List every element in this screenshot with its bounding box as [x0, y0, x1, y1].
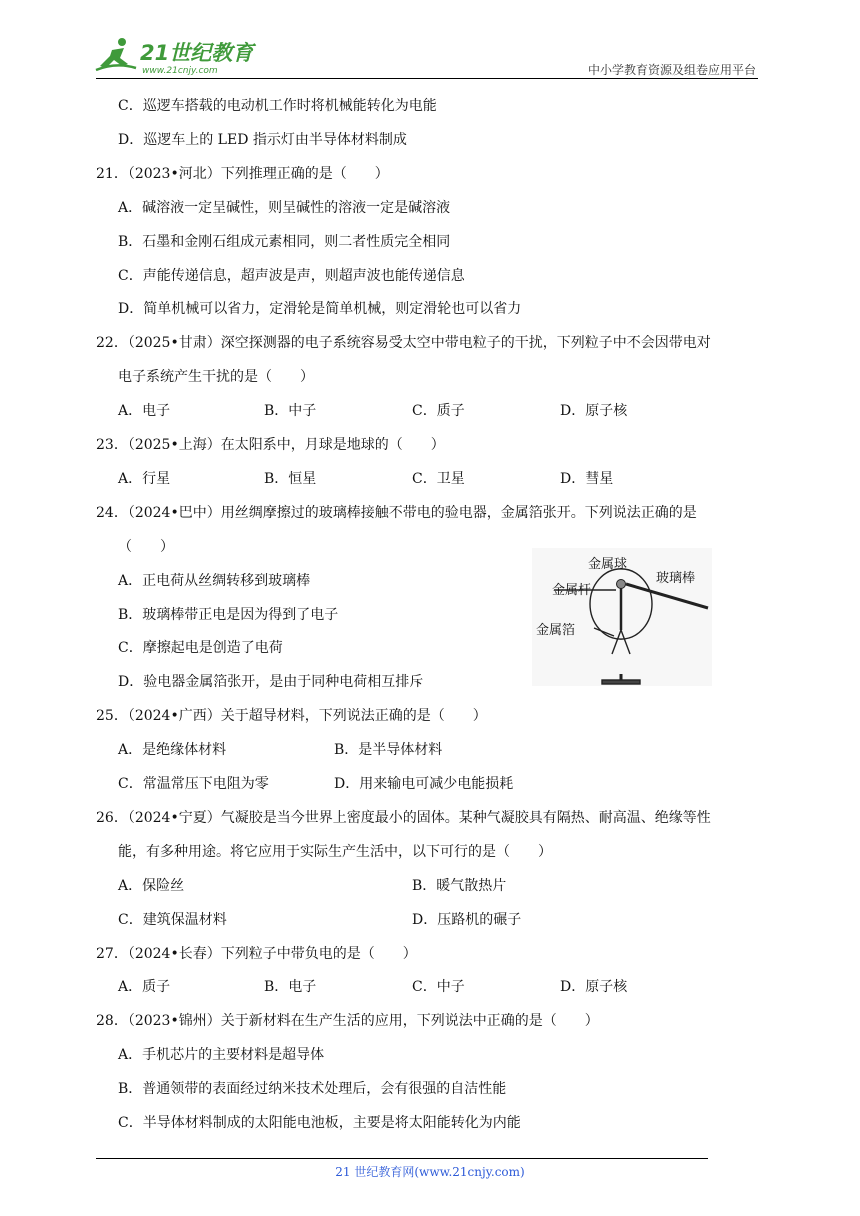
question-stem: 23．（2025•上海）在太阳系中，月球是地球的（ ）	[96, 437, 445, 453]
answer-option: B．恒星	[264, 471, 317, 487]
answer-option: 能，有多种用途。将它应用于实际生产生活中，以下可行的是（ ）	[118, 844, 552, 860]
electroscope-figure	[532, 548, 712, 686]
answer-option: A．质子	[118, 979, 171, 995]
answer-option: 电子系统产生干扰的是（ ）	[118, 369, 314, 385]
stand-base	[602, 680, 640, 684]
answer-option: B．普通领带的表面经过纳米技术处理后，会有很强的自洁性能	[118, 1081, 507, 1097]
answer-option: B．玻璃棒带正电是因为得到了电子	[118, 607, 339, 623]
answer-option: A．正电荷从丝绸转移到玻璃棒	[118, 573, 311, 589]
answer-option: C．摩擦起电是创造了电荷	[118, 640, 283, 656]
answer-option: A．手机芯片的主要材料是超导体	[118, 1047, 325, 1063]
answer-option: B．暖气散热片	[412, 878, 507, 894]
question-stem: 24．（2024•巴中）用丝绸摩擦过的玻璃棒接触不带电的验电器，金属箔张开。下列说法正确的是	[96, 505, 697, 521]
answer-option: D．简单机械可以省力，定滑轮是简单机械，则定滑轮也可以省力	[118, 301, 522, 317]
answer-option: B．中子	[264, 403, 317, 419]
footer-source: 21 世纪教育网(www.21cnjy.com)	[335, 1165, 525, 1179]
answer-option: D．压路机的碾子	[412, 912, 522, 928]
answer-option: C．卫星	[412, 471, 465, 487]
label-metal-foil: 金属箔	[536, 623, 576, 638]
answer-option: A．碱溶液一定呈碱性，则呈碱性的溶液一定是碱溶液	[118, 200, 451, 216]
label-metal-ball: 金属球	[588, 557, 628, 572]
answer-option: C．质子	[412, 403, 465, 419]
answer-option: C．常温常压下电阻为零	[118, 776, 269, 792]
logo-url: www.21cnjy.com	[142, 66, 218, 76]
footer-divider	[96, 1158, 708, 1159]
answer-option: C．中子	[412, 979, 465, 995]
answer-option: D．彗星	[560, 471, 614, 487]
logo-text: 21世纪教育	[140, 41, 254, 65]
answer-option: （ ）	[118, 539, 174, 555]
page-header	[0, 0, 860, 80]
answer-option: C．半导体材料制成的太阳能电池板，主要是将太阳能转化为内能	[118, 1115, 521, 1131]
answer-option: D．原子核	[560, 403, 628, 419]
answer-option: D．原子核	[560, 979, 628, 995]
question-stem: 21．（2023•河北）下列推理正确的是（ ）	[96, 166, 389, 182]
label-glass-rod: 玻璃棒	[656, 571, 696, 586]
question-stem: 25．（2024•广西）关于超导材料，下列说法正确的是（ ）	[96, 708, 487, 724]
runner-icon	[96, 38, 136, 70]
header-divider	[96, 78, 758, 79]
platform-name: 中小学教育资源及组卷应用平台	[587, 63, 756, 77]
answer-option: C．巡逻车搭载的电动机工作时将机械能转化为电能	[118, 98, 437, 114]
question-stem: 28．（2023•锦州）关于新材料在生产生活的应用，下列说法中正确的是（ ）	[96, 1013, 599, 1029]
answer-option: A．是绝缘体材料	[118, 742, 227, 758]
answer-option: C．建筑保温材料	[118, 912, 227, 928]
question-stem: 22．（2025•甘肃）深空探测器的电子系统容易受太空中带电粒子的干扰，下列粒子中不会因带电对	[96, 335, 711, 351]
logo	[92, 34, 262, 78]
answer-option: A．行星	[118, 471, 171, 487]
answer-option: D．用来输电可减少电能损耗	[334, 776, 514, 792]
answer-option: D．巡逻车上的 LED 指示灯由半导体材料制成	[118, 132, 407, 148]
answer-option: D．验电器金属箔张开，是由于同种电荷相互排斥	[118, 674, 424, 690]
question-stem: 27．（2024•长春）下列粒子中带负电的是（ ）	[96, 946, 417, 962]
answer-option: B．石墨和金刚石组成元素相同，则二者性质完全相同	[118, 234, 451, 250]
answer-option: B．是半导体材料	[334, 742, 443, 758]
answer-option: A．保险丝	[118, 878, 185, 894]
question-stem: 26．（2024•宁夏）气凝胶是当今世界上密度最小的固体。某种气凝胶具有隔热、耐高温、绝缘等性	[96, 810, 711, 826]
answer-option: B．电子	[264, 979, 317, 995]
label-metal-rod: 金属杆	[552, 583, 592, 598]
metal-ball	[617, 580, 626, 589]
answer-option: C．声能传递信息，超声波是声，则超声波也能传递信息	[118, 268, 465, 284]
answer-option: A．电子	[118, 403, 171, 419]
